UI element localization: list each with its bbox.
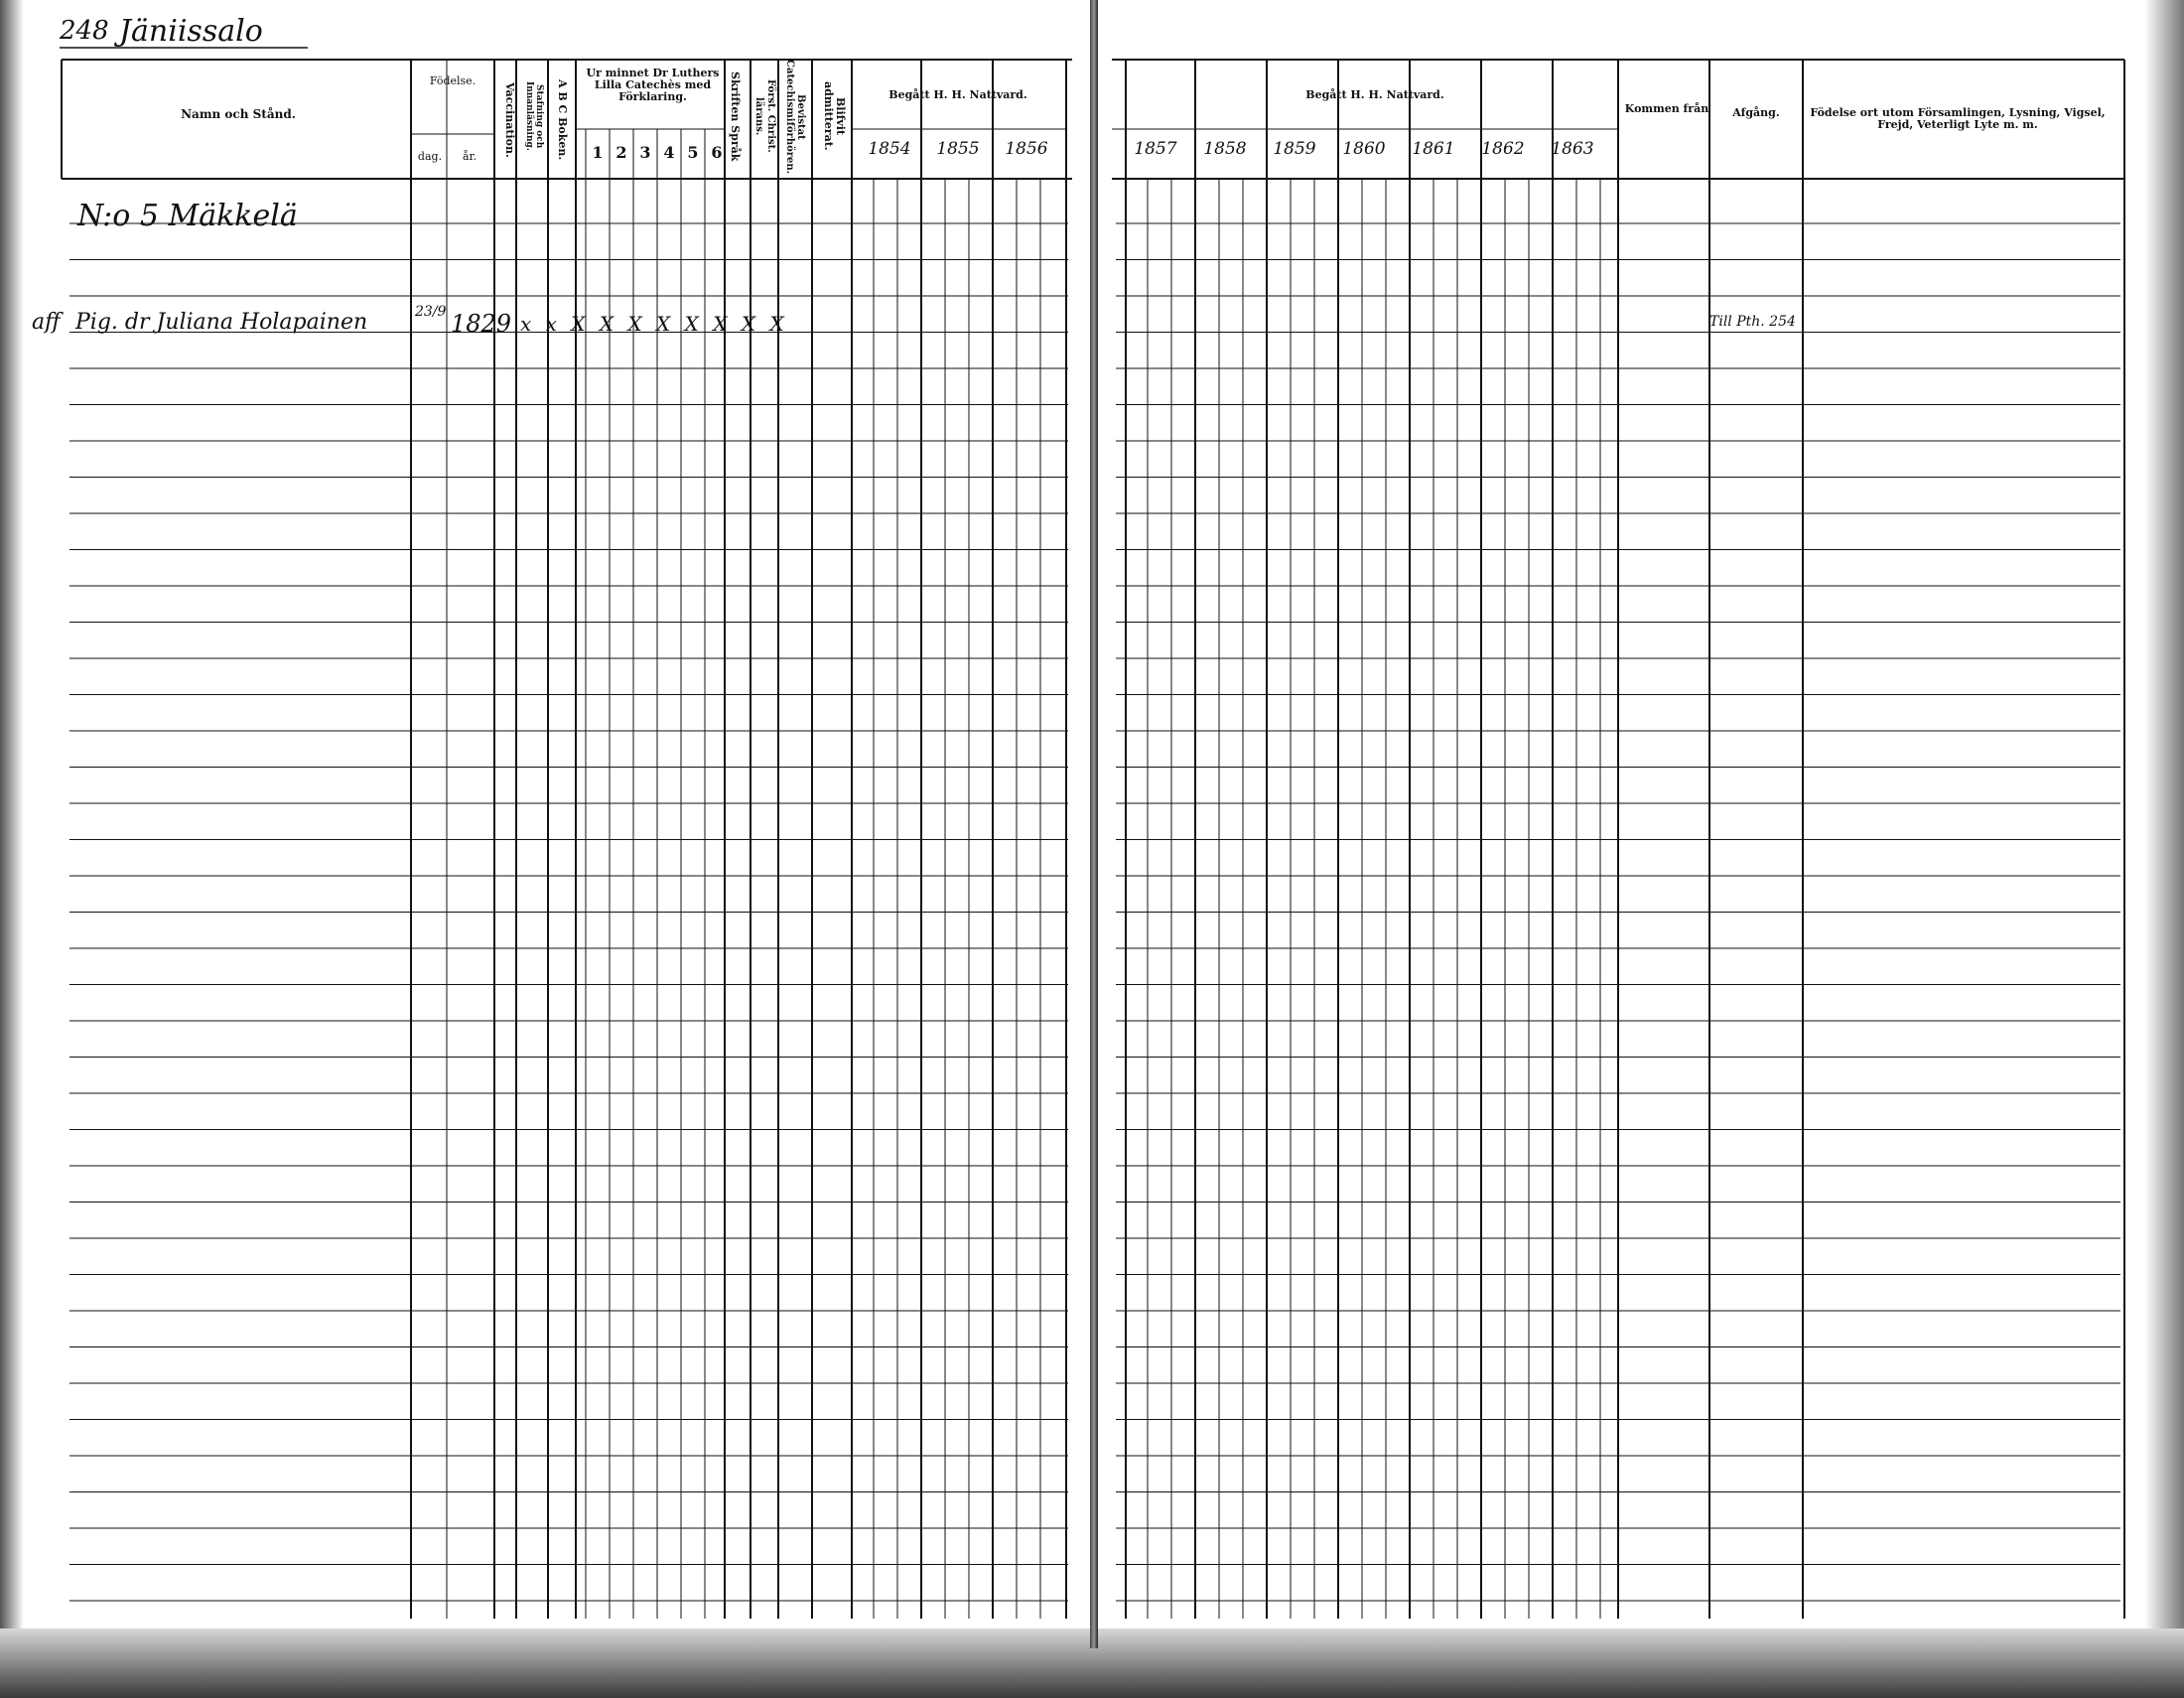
- person-birth-day: 23/9: [415, 304, 447, 320]
- catechism-part-4: 4: [663, 143, 675, 162]
- catechism-part-6: 6: [711, 143, 723, 162]
- catechism-part-1: 1: [592, 143, 604, 162]
- communion-year-1854: 1854: [868, 139, 911, 159]
- header-name-column: Namn och Stånd.: [181, 107, 296, 121]
- catechism-part-3: 3: [639, 143, 651, 162]
- header-catechism: Ur minnet Dr Luthers Lilla Catechès med Förklaring.: [586, 67, 720, 103]
- person-prefix: aff: [32, 310, 61, 335]
- header-birth-day: dag.: [417, 150, 443, 163]
- catechism-part-2: 2: [615, 143, 627, 162]
- header-departure: Afgång.: [1732, 106, 1780, 119]
- departure-note: Till Pth. 254: [1709, 314, 1796, 330]
- communion-year-1855: 1855: [936, 139, 980, 159]
- page-number: 248: [60, 16, 109, 46]
- header-vaccination: Vaccination.: [503, 82, 516, 158]
- communion-year-1858: 1858: [1203, 139, 1247, 159]
- communion-year-1863: 1863: [1551, 139, 1594, 159]
- communion-year-1862: 1862: [1481, 139, 1525, 159]
- header-catechism-exam: Bevistat Catechismiförhören.: [784, 60, 806, 175]
- person-marks: x x X X X X X X X X: [520, 312, 788, 336]
- header-abc-book: A B C Boken.: [556, 79, 569, 161]
- communion-year-1857: 1857: [1134, 139, 1177, 159]
- person-name: Pig. dr Juliana Holapainen: [75, 310, 368, 335]
- header-reading: Stafning och Innanläsning.: [524, 81, 544, 151]
- communion-year-1859: 1859: [1273, 139, 1316, 159]
- header-arrived-from: Kommen från: [1624, 102, 1709, 115]
- header-birth: Födelse.: [429, 74, 477, 87]
- header-christian-teaching: Först. Christ. lärans.: [753, 79, 776, 153]
- village-name: Jäniissalo: [119, 14, 263, 49]
- communion-year-1860: 1860: [1342, 139, 1386, 159]
- header-admitted: Blifvit admitterat.: [822, 81, 847, 151]
- communion-year-1861: 1861: [1412, 139, 1455, 159]
- header-communion-left: Begått H. H. Nattvard.: [888, 88, 1027, 101]
- household-name: N:o 5 Mäkkelä: [77, 199, 298, 233]
- person-birth-year: 1829: [451, 310, 512, 338]
- communion-year-1856: 1856: [1005, 139, 1048, 159]
- header-remarks: Födelse ort utom Församlingen, Lysning, Vigsel, Frejd, Veterligt Lyte m. m.: [1810, 106, 2106, 131]
- book-spine: [1090, 0, 1098, 1648]
- header-communion-right: Begått H. H. Nattvard.: [1305, 88, 1444, 101]
- header-birth-year: år.: [462, 150, 478, 163]
- catechism-part-5: 5: [687, 143, 699, 162]
- header-scripture: Skriften Språk: [729, 71, 742, 162]
